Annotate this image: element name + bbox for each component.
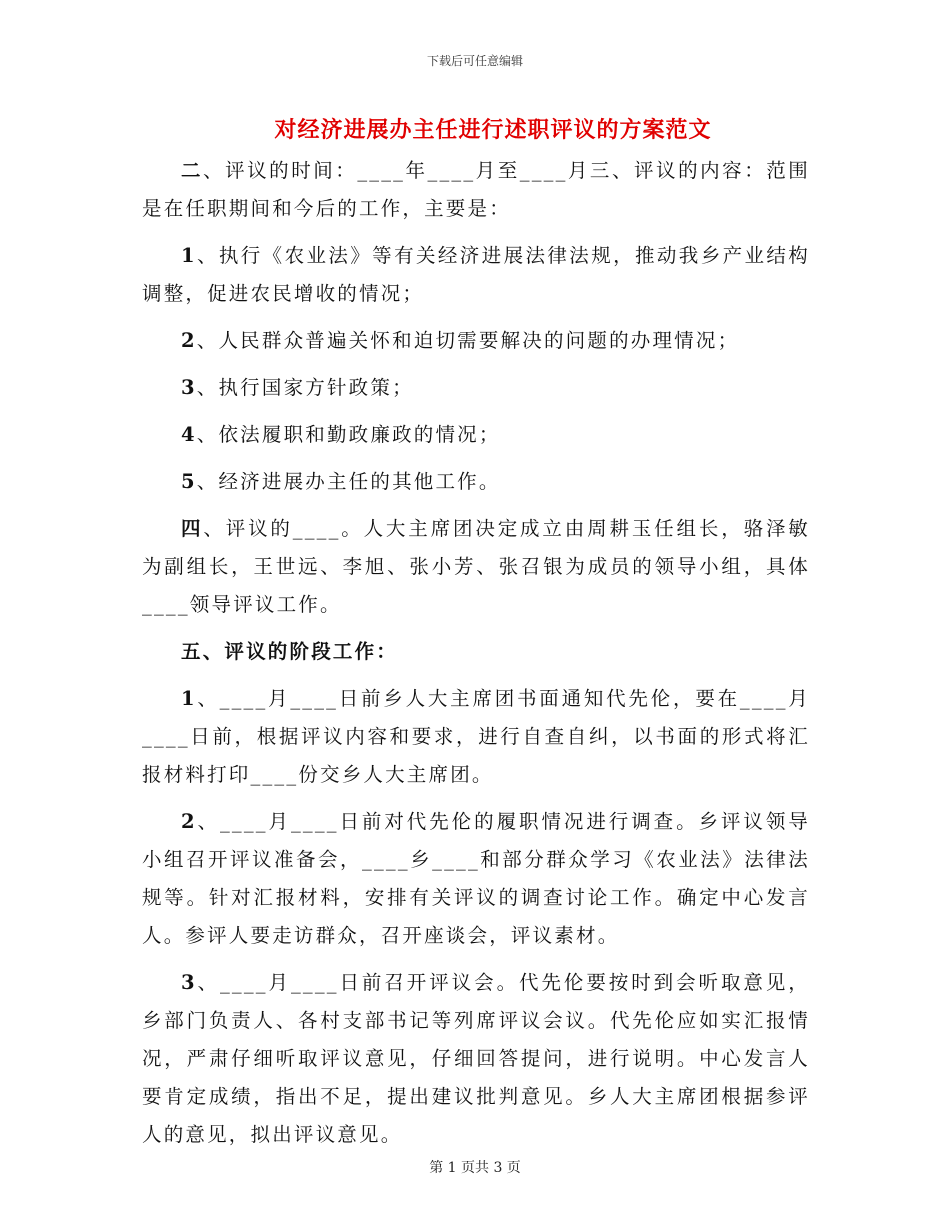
- paragraph-lead: 四: [181, 517, 204, 540]
- paragraph-stage-1: [142, 680, 810, 794]
- paragraph-stage-2: [142, 803, 810, 955]
- paragraph-lead: 二: [181, 159, 204, 182]
- section-heading-stages: [142, 633, 810, 671]
- paragraph-lead: 4: [181, 423, 197, 446]
- paragraph-text: 、____月____日前乡人大主席团书面通知代先伦，要在____月____日前，根据评议内容和要求，进行自查自纠，以书面的形式将汇报材料打印____份交乡人大主席团。: [142, 687, 810, 786]
- paragraph-item-3: [142, 369, 810, 407]
- document-title: 对经济进展办主任进行述职评议的方案范文: [274, 117, 712, 143]
- paragraph-lead: 2: [181, 329, 197, 352]
- paragraph-item-5: [142, 463, 810, 501]
- paragraph-lead: 3: [181, 376, 197, 399]
- paragraph-evaluation-time: [142, 152, 810, 228]
- paragraph-lead: 1: [181, 244, 197, 267]
- paragraph-lead: 5: [181, 470, 197, 493]
- paragraph-text: 、执行国家方针政策；: [196, 376, 414, 399]
- paragraph-text: 、执行《农业法》等有关经济进展法律法规，推动我乡产业结构调整，促进农民增收的情况；: [142, 244, 810, 305]
- paragraph-stage-3: [142, 964, 810, 1154]
- paragraph-item-4: [142, 416, 810, 454]
- paragraph-item-1: [142, 237, 810, 313]
- paragraph-item-2: [142, 322, 810, 360]
- page-footer: 第 1 页共 3 页: [429, 1160, 521, 1176]
- paragraph-lead: 3: [181, 971, 197, 994]
- paragraph-evaluation-group: [142, 510, 810, 624]
- paragraph-text: 、依法履职和勤政廉政的情况；: [196, 423, 501, 446]
- paragraph-text: 、____月____日前召开评议会。代先伦要按时到会听取意见，乡部门负责人、各村支部书记等列席评议会议。代先伦应如实汇报情况，严肃仔细听取评议意见，仔细回答提问，进行说明。中心发言人要肯定成绩，指出不足，提出建议批判意见。乡人大主席团根据参评人的意见，拟出评议意见。: [142, 971, 810, 1146]
- paragraph-text: 、____月____日前对代先伦的履职情况进行调查。乡评议领导小组召开评议准备会，____乡____和部分群众学习《农业法》法律法规等。针对汇报材料，安排有关评议的调查讨论工作。确定中心发言人。参评人要走访群众，召开座谈会，评议素材。: [142, 810, 810, 947]
- paragraph-text: 五、评议的阶段工作：: [181, 640, 399, 663]
- paragraph-text: 、经济进展办主任的其他工作。: [196, 470, 501, 493]
- paragraph-text: 、评议的____。人大主席团决定成立由周耕玉任组长，骆泽敏为副组长，王世远、李旭、张小芳、张召银为成员的领导小组，具体____领导评议工作。: [142, 517, 810, 616]
- page-header: 下载后可任意编辑: [426, 54, 523, 68]
- document-body: [142, 152, 810, 1154]
- paragraph-text: 、人民群众普遍关怀和迫切需要解决的问题的办理情况；: [196, 329, 740, 352]
- paragraph-text: 、评议的时间：____年____月至____月三、评议的内容：范围是在任职期间和今后的工作，主要是：: [142, 159, 810, 220]
- paragraph-lead: 1: [181, 687, 197, 710]
- paragraph-lead: 2: [181, 810, 197, 833]
